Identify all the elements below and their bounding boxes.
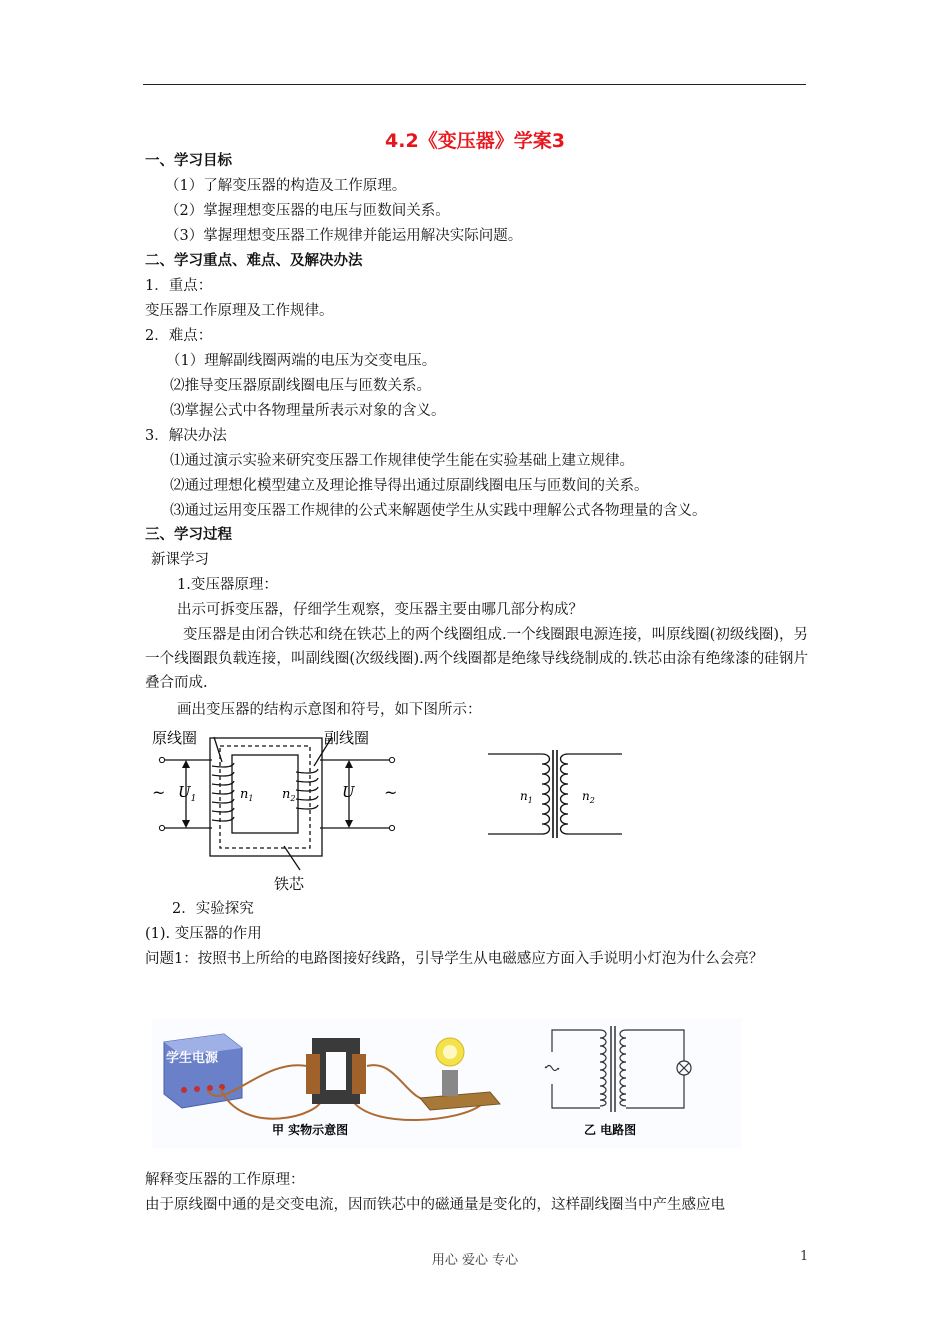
arrow-up <box>345 760 353 768</box>
arrow-up <box>182 760 190 768</box>
transformer-photo <box>306 1038 366 1104</box>
solution-item: ⑵通过理想化模型建立及理论推导得出通过原副线圈电压与匝数间的关系。 <box>170 478 649 494</box>
difficulty-item: ⑶掌握公式中各物理量所表示对象的含义。 <box>170 403 446 419</box>
caption-b: 乙 电路图 <box>584 1123 637 1137</box>
transformer-structure-figure <box>150 722 410 894</box>
turns-n2: $n_2$ <box>282 787 296 803</box>
voltage-u1: $U_1$ <box>178 783 197 804</box>
core-label: 铁芯 <box>274 875 305 893</box>
core-outer <box>210 738 322 856</box>
header-rule <box>143 84 806 85</box>
keypoint-label: 1．重点： <box>145 278 213 294</box>
section-heading-process: 三、学习过程 <box>145 527 232 543</box>
ac-symbol: ~ <box>384 783 398 802</box>
arrow-down <box>182 820 190 828</box>
experiment-illustration <box>152 1018 742 1148</box>
goal-item: （1）了解变压器的构造及工作原理。 <box>165 178 407 194</box>
symbol-n1: $n_1$ <box>520 789 533 805</box>
page-footer: 用心 爱心 专心 <box>431 1253 519 1268</box>
goal-item: （3）掌握理想变压器工作规律并能运用解决实际问题。 <box>165 228 523 244</box>
question-line: 出示可拆变压器，仔细学生观察，变压器主要由哪几部分构成？ <box>177 602 583 618</box>
terminal-dot <box>159 825 164 830</box>
primary-winding <box>542 754 550 834</box>
terminal-dot <box>389 825 394 830</box>
draw-instruction: 画出变压器的结构示意图和符号，如下图所示： <box>177 702 482 718</box>
primary-coil <box>212 763 234 821</box>
difficulty-label: 2．难点： <box>145 328 213 344</box>
subsection-label: (1). 变压器的作用 <box>145 926 262 942</box>
explain-text: 由于原线圈中通的是交变电流，因而铁芯中的磁通量是变化的，这样副线圈当中产生感应电 <box>145 1197 725 1213</box>
secondary-coil <box>296 769 318 809</box>
solution-label: 3．解决办法 <box>145 428 227 444</box>
terminal-dot <box>159 757 164 762</box>
transformer-symbol-figure <box>486 748 626 840</box>
difficulty-item: ⑵推导变压器原副线圈电压与匝数关系。 <box>170 378 431 394</box>
power-supply <box>164 1034 242 1108</box>
new-lesson-label: 新课学习 <box>151 552 209 568</box>
principle-label: 1.变压器原理： <box>177 577 278 593</box>
terminal-dot <box>389 757 394 762</box>
solution-item: ⑶通过运用变压器工作规律的公式来解题使学生从实践中理解公式各物理量的含义。 <box>170 503 707 519</box>
caption-a: 甲 实物示意图 <box>272 1123 349 1137</box>
principle-paragraph: 变压器是由闭合铁芯和绕在铁芯上的两个线圈组成.一个线圈跟电源连接，叫原线圈(初级线圈)，另一个线圈跟负载连接，叫副线圈(次级线圈).两个线圈都是绝缘导线绕制成的.铁芯由涂有绝缘漆的硅钢片叠合而成. <box>145 627 808 691</box>
experiment-label: 2．实验探究 <box>172 901 254 917</box>
page-number: 1 <box>800 1249 809 1264</box>
difficulty-item: （1）理解副线圈两端的电压为交变电压。 <box>166 353 437 369</box>
goal-item: （2）掌握理想变压器的电压与匝数间关系。 <box>165 203 450 219</box>
explain-label: 解释变压器的工作原理： <box>145 1172 305 1188</box>
ac-symbol: ~ <box>152 783 166 802</box>
page-title: 4.2《变压器》学案3 <box>385 130 565 152</box>
power-supply-label: 学生电源 <box>166 1051 219 1066</box>
question-1: 问题1：按照书上所给的电路图接好线路，引导学生从电磁感应方面入手说明小灯泡为什么会亮？ <box>145 951 764 967</box>
section-heading-goals: 一、学习目标 <box>145 153 232 169</box>
voltage-u2: U <box>342 783 355 801</box>
secondary-winding <box>561 754 569 834</box>
secondary-coil-label: 副线圈 <box>324 729 370 747</box>
section-heading-keypoints: 二、学习重点、难点、及解决办法 <box>145 253 363 269</box>
symbol-n2: $n_2$ <box>582 789 595 805</box>
arrow-down <box>345 820 353 828</box>
primary-coil-label: 原线圈 <box>152 729 198 747</box>
keypoint-text: 变压器工作原理及工作规律。 <box>145 303 334 319</box>
turns-n1: $n_1$ <box>240 787 254 803</box>
solution-item: ⑴通过演示实验来研究变压器工作规律使学生能在实验基础上建立规律。 <box>170 453 634 469</box>
